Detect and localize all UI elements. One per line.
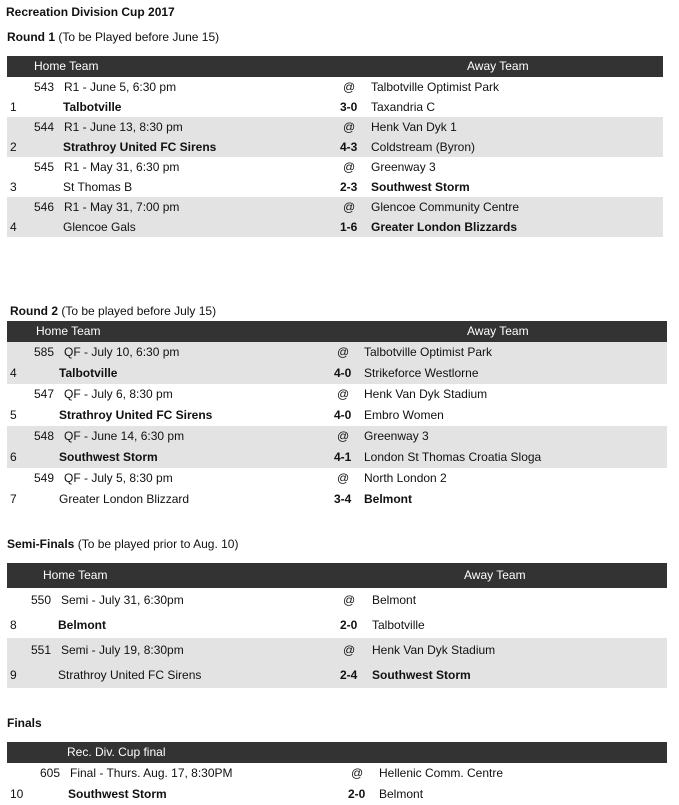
score: 4-0 (334, 408, 352, 422)
match-info: R1 - June 13, 8:30 pm (64, 120, 183, 134)
match-info: QF - July 10, 6:30 pm (64, 345, 180, 359)
match-id: 543 (34, 80, 55, 94)
match-id: 544 (34, 120, 55, 134)
finals-title: Finals (7, 716, 42, 730)
home-team: Strathroy United FC Sirens (58, 668, 202, 682)
at-sign: @ (337, 387, 350, 401)
venue: North London 2 (364, 471, 447, 485)
match-id: 585 (34, 345, 55, 359)
match-id: 547 (34, 387, 55, 401)
venue: Glencoe Community Centre (371, 200, 520, 214)
round2-matches (7, 342, 667, 510)
round1-label: Round 1 (7, 30, 55, 44)
match-info-row (7, 77, 663, 97)
match-id: 605 (40, 766, 61, 780)
match-info-row (7, 468, 667, 489)
home-team: St Thomas B (63, 180, 133, 194)
match-info: R1 - May 31, 7:00 pm (64, 200, 180, 214)
score: 4-1 (334, 450, 352, 464)
away-team: Embro Women (364, 408, 444, 422)
match-number: 10 (10, 787, 24, 801)
semis-title (7, 537, 238, 551)
venue: Greenway 3 (371, 160, 436, 174)
home-team: Strathroy United FC Sirens (59, 408, 213, 422)
score: 3-0 (340, 100, 358, 114)
match-info-row (7, 638, 667, 663)
at-sign: @ (343, 160, 356, 174)
final-header: Rec. Div. Cup final (67, 745, 166, 759)
page-title: Recreation Division Cup 2017 (6, 5, 175, 19)
away-team: Strikeforce Westlorne (364, 366, 479, 380)
venue: Henk Van Dyk 1 (371, 120, 457, 134)
round2-note: (To be played before July 15) (61, 304, 217, 318)
match-result-row (7, 489, 667, 510)
match-result-row (7, 405, 667, 426)
venue: Greenway 3 (364, 429, 429, 443)
at-sign: @ (343, 120, 356, 134)
venue: Henk Van Dyk Stadium (372, 643, 496, 657)
venue: Hellenic Comm. Centre (379, 766, 504, 780)
round1-header (7, 56, 663, 77)
match-info: QF - July 5, 8:30 pm (64, 471, 173, 485)
score: 2-4 (340, 668, 358, 682)
home-team: Talbotville (59, 366, 118, 380)
at-sign: @ (343, 643, 356, 657)
semis-note: (To be played prior to Aug. 10) (77, 537, 239, 551)
match-result-row (7, 613, 667, 638)
score: 4-3 (340, 140, 358, 154)
match-number: 5 (10, 408, 17, 422)
match-id: 550 (31, 593, 52, 607)
home-team-header: Home Team (34, 59, 99, 73)
finals-header (7, 742, 667, 763)
match-result-row (7, 363, 667, 384)
at-sign: @ (343, 593, 356, 607)
away-team: Greater London Blizzards (371, 220, 518, 234)
score: 4-0 (334, 366, 352, 380)
match-number: 7 (10, 492, 17, 506)
score: 3-4 (334, 492, 352, 506)
away-team: Taxandria C (371, 100, 436, 114)
away-team-header: Away Team (464, 568, 526, 582)
home-team: Southwest Storm (68, 787, 167, 801)
venue: Belmont (372, 593, 417, 607)
semis-label: Semi-Finals (7, 537, 75, 551)
round2-header (7, 321, 667, 342)
match-number: 8 (10, 618, 17, 632)
home-team-header: Home Team (36, 324, 101, 338)
away-team: London St Thomas Croatia Sloga (364, 450, 542, 464)
match-info: Semi - July 31, 6:30pm (61, 593, 184, 607)
match-info: Semi - July 19, 8:30pm (61, 643, 184, 657)
venue: Talbotville Optimist Park (364, 345, 493, 359)
away-team: Belmont (364, 492, 412, 506)
at-sign: @ (343, 80, 356, 94)
match-id: 549 (34, 471, 55, 485)
match-info: R1 - June 5, 6:30 pm (64, 80, 177, 94)
away-team: Coldstream (Byron) (371, 140, 476, 154)
match-number: 6 (10, 450, 17, 464)
match-number: 4 (10, 366, 17, 380)
match-info: R1 - May 31, 6:30 pm (64, 160, 180, 174)
match-result-row (7, 97, 663, 117)
match-number: 4 (10, 220, 17, 234)
finals-matches (7, 763, 667, 805)
venue: Henk Van Dyk Stadium (364, 387, 488, 401)
away-team: Southwest Storm (372, 668, 471, 682)
away-team-header: Away Team (467, 59, 529, 73)
match-info-row (7, 384, 667, 405)
venue: Talbotville Optimist Park (371, 80, 500, 94)
at-sign: @ (337, 471, 350, 485)
at-sign: @ (351, 766, 364, 780)
score: 2-0 (348, 787, 366, 801)
semis-matches (7, 588, 667, 688)
score: 2-0 (340, 618, 358, 632)
home-team: Strathroy United FC Sirens (63, 140, 217, 154)
round1-title (7, 30, 219, 44)
round2-title (10, 304, 216, 318)
match-info-row (7, 426, 667, 447)
score: 1-6 (340, 220, 358, 234)
away-team: Talbotville (372, 618, 425, 632)
round2-label: Round 2 (10, 304, 58, 318)
home-team: Southwest Storm (59, 450, 158, 464)
match-info-row (7, 763, 667, 784)
home-team: Greater London Blizzard (59, 492, 190, 506)
match-result-row (7, 137, 663, 157)
match-result-row (7, 447, 667, 468)
round1-note: (To be Played before June 15) (58, 30, 220, 44)
match-result-row (7, 663, 667, 688)
match-number: 2 (10, 140, 17, 154)
away-team: Belmont (379, 787, 424, 801)
match-info-row (7, 157, 663, 177)
match-info-row (7, 342, 667, 363)
at-sign: @ (337, 345, 350, 359)
home-team: Glencoe Gals (63, 220, 136, 234)
match-info-row (7, 117, 663, 137)
at-sign: @ (343, 200, 356, 214)
semis-header (7, 563, 667, 588)
away-team-header: Away Team (467, 324, 529, 338)
home-team-header: Home Team (43, 568, 108, 582)
match-id: 548 (34, 429, 55, 443)
away-team: Southwest Storm (371, 180, 470, 194)
match-id: 545 (34, 160, 55, 174)
match-id: 551 (31, 643, 52, 657)
match-info: QF - July 6, 8:30 pm (64, 387, 173, 401)
match-result-row (7, 217, 663, 237)
match-number: 9 (10, 668, 17, 682)
score: 2-3 (340, 180, 358, 194)
match-info: QF - June 14, 6:30 pm (64, 429, 185, 443)
match-number: 3 (10, 180, 17, 194)
match-number: 1 (10, 100, 17, 114)
match-info-row (7, 588, 667, 613)
match-result-row (7, 177, 663, 197)
at-sign: @ (337, 429, 350, 443)
match-id: 546 (34, 200, 55, 214)
match-info-row (7, 197, 663, 217)
home-team: Belmont (58, 618, 106, 632)
home-team: Talbotville (63, 100, 122, 114)
match-result-row (7, 784, 667, 805)
match-info: Final - Thurs. Aug. 17, 8:30PM (70, 766, 233, 780)
round1-matches (7, 77, 663, 237)
